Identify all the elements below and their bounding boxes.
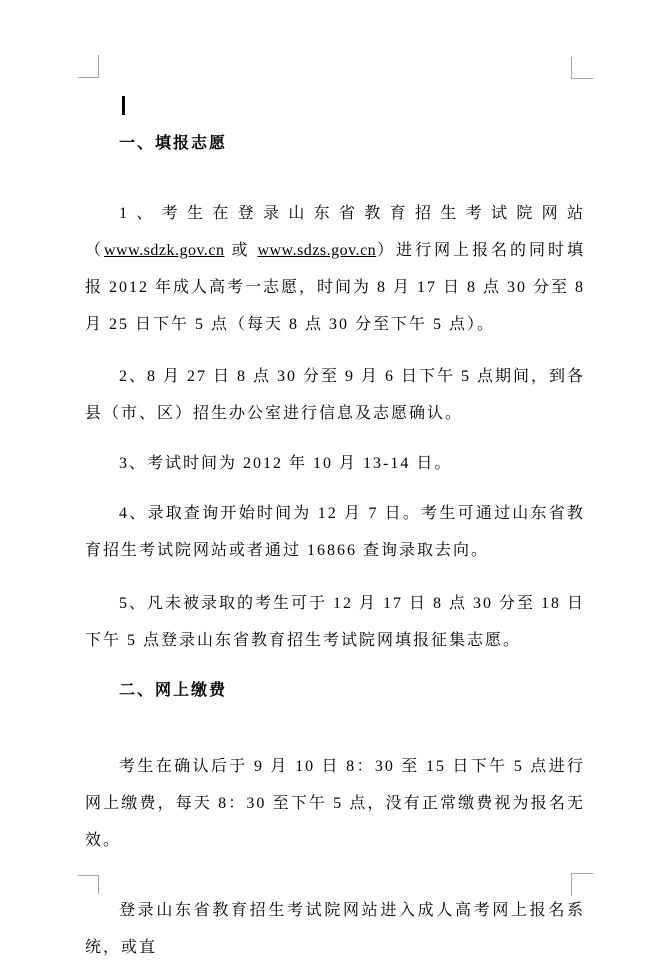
paragraph-1 [85,195,585,343]
section-heading-fill-preferences: 一、填报志愿 [119,135,228,152]
section-heading-online-payment: 二、网上缴费 [119,682,228,699]
paragraph-4: 4、录取查询开始时间为 12 月 7 日。考生可通过山东省教育招生考试院网站或者通过 16866 查询录取去向。 [85,505,585,559]
paragraph-1-text-before: 1、考生在登录山东省教育招生考试院网站（ [85,205,585,259]
paragraph-5: 5、凡未被录取的考生可于 12 月 17 日 8 点 30 分至 18 日下午 5 点登录山东省教育招生考试院网填报征集志愿。 [85,595,586,649]
paragraph-1-text-middle: 或 [224,242,258,259]
paragraph-1-text-after: ）进行网上报名的同时填报 2012 年成人高考一志愿，时间为 8 月 17 日 8 点 30 分至 8 月 25 日下午 5 点（每天 8 点 30 分至下午 5 点）。 [85,242,586,333]
document-body[interactable] [85,88,585,966]
link-sdzk-gov-cn[interactable]: www.sdzk.gov.cn [103,242,225,259]
text-cursor-icon [122,96,125,115]
crop-mark-top-left [78,55,99,78]
paragraph-3: 3、考试时间为 2012 年 10 月 13-14 日。 [119,455,453,472]
cursor-line [85,88,585,125]
crop-mark-top-right [571,57,593,79]
paragraph-2: 2、8 月 27 日 8 点 30 分至 9 月 6 日下午 5 点期间，到各县（市、区）招生办公室进行信息及志愿确认。 [85,368,586,422]
paragraph-7: 登录山东省教育招生考试院网站进入成人高考网上报名系统，或直 [85,902,585,956]
paragraph-6: 考生在确认后于 9 月 10 日 8：30 至 15 日下午 5 点进行网上缴费，每天 8：30 至下午 5 点，没有正常缴费视为报名无效。 [85,758,585,849]
link-sdzs-gov-cn[interactable]: www.sdzs.gov.cn [257,242,377,259]
